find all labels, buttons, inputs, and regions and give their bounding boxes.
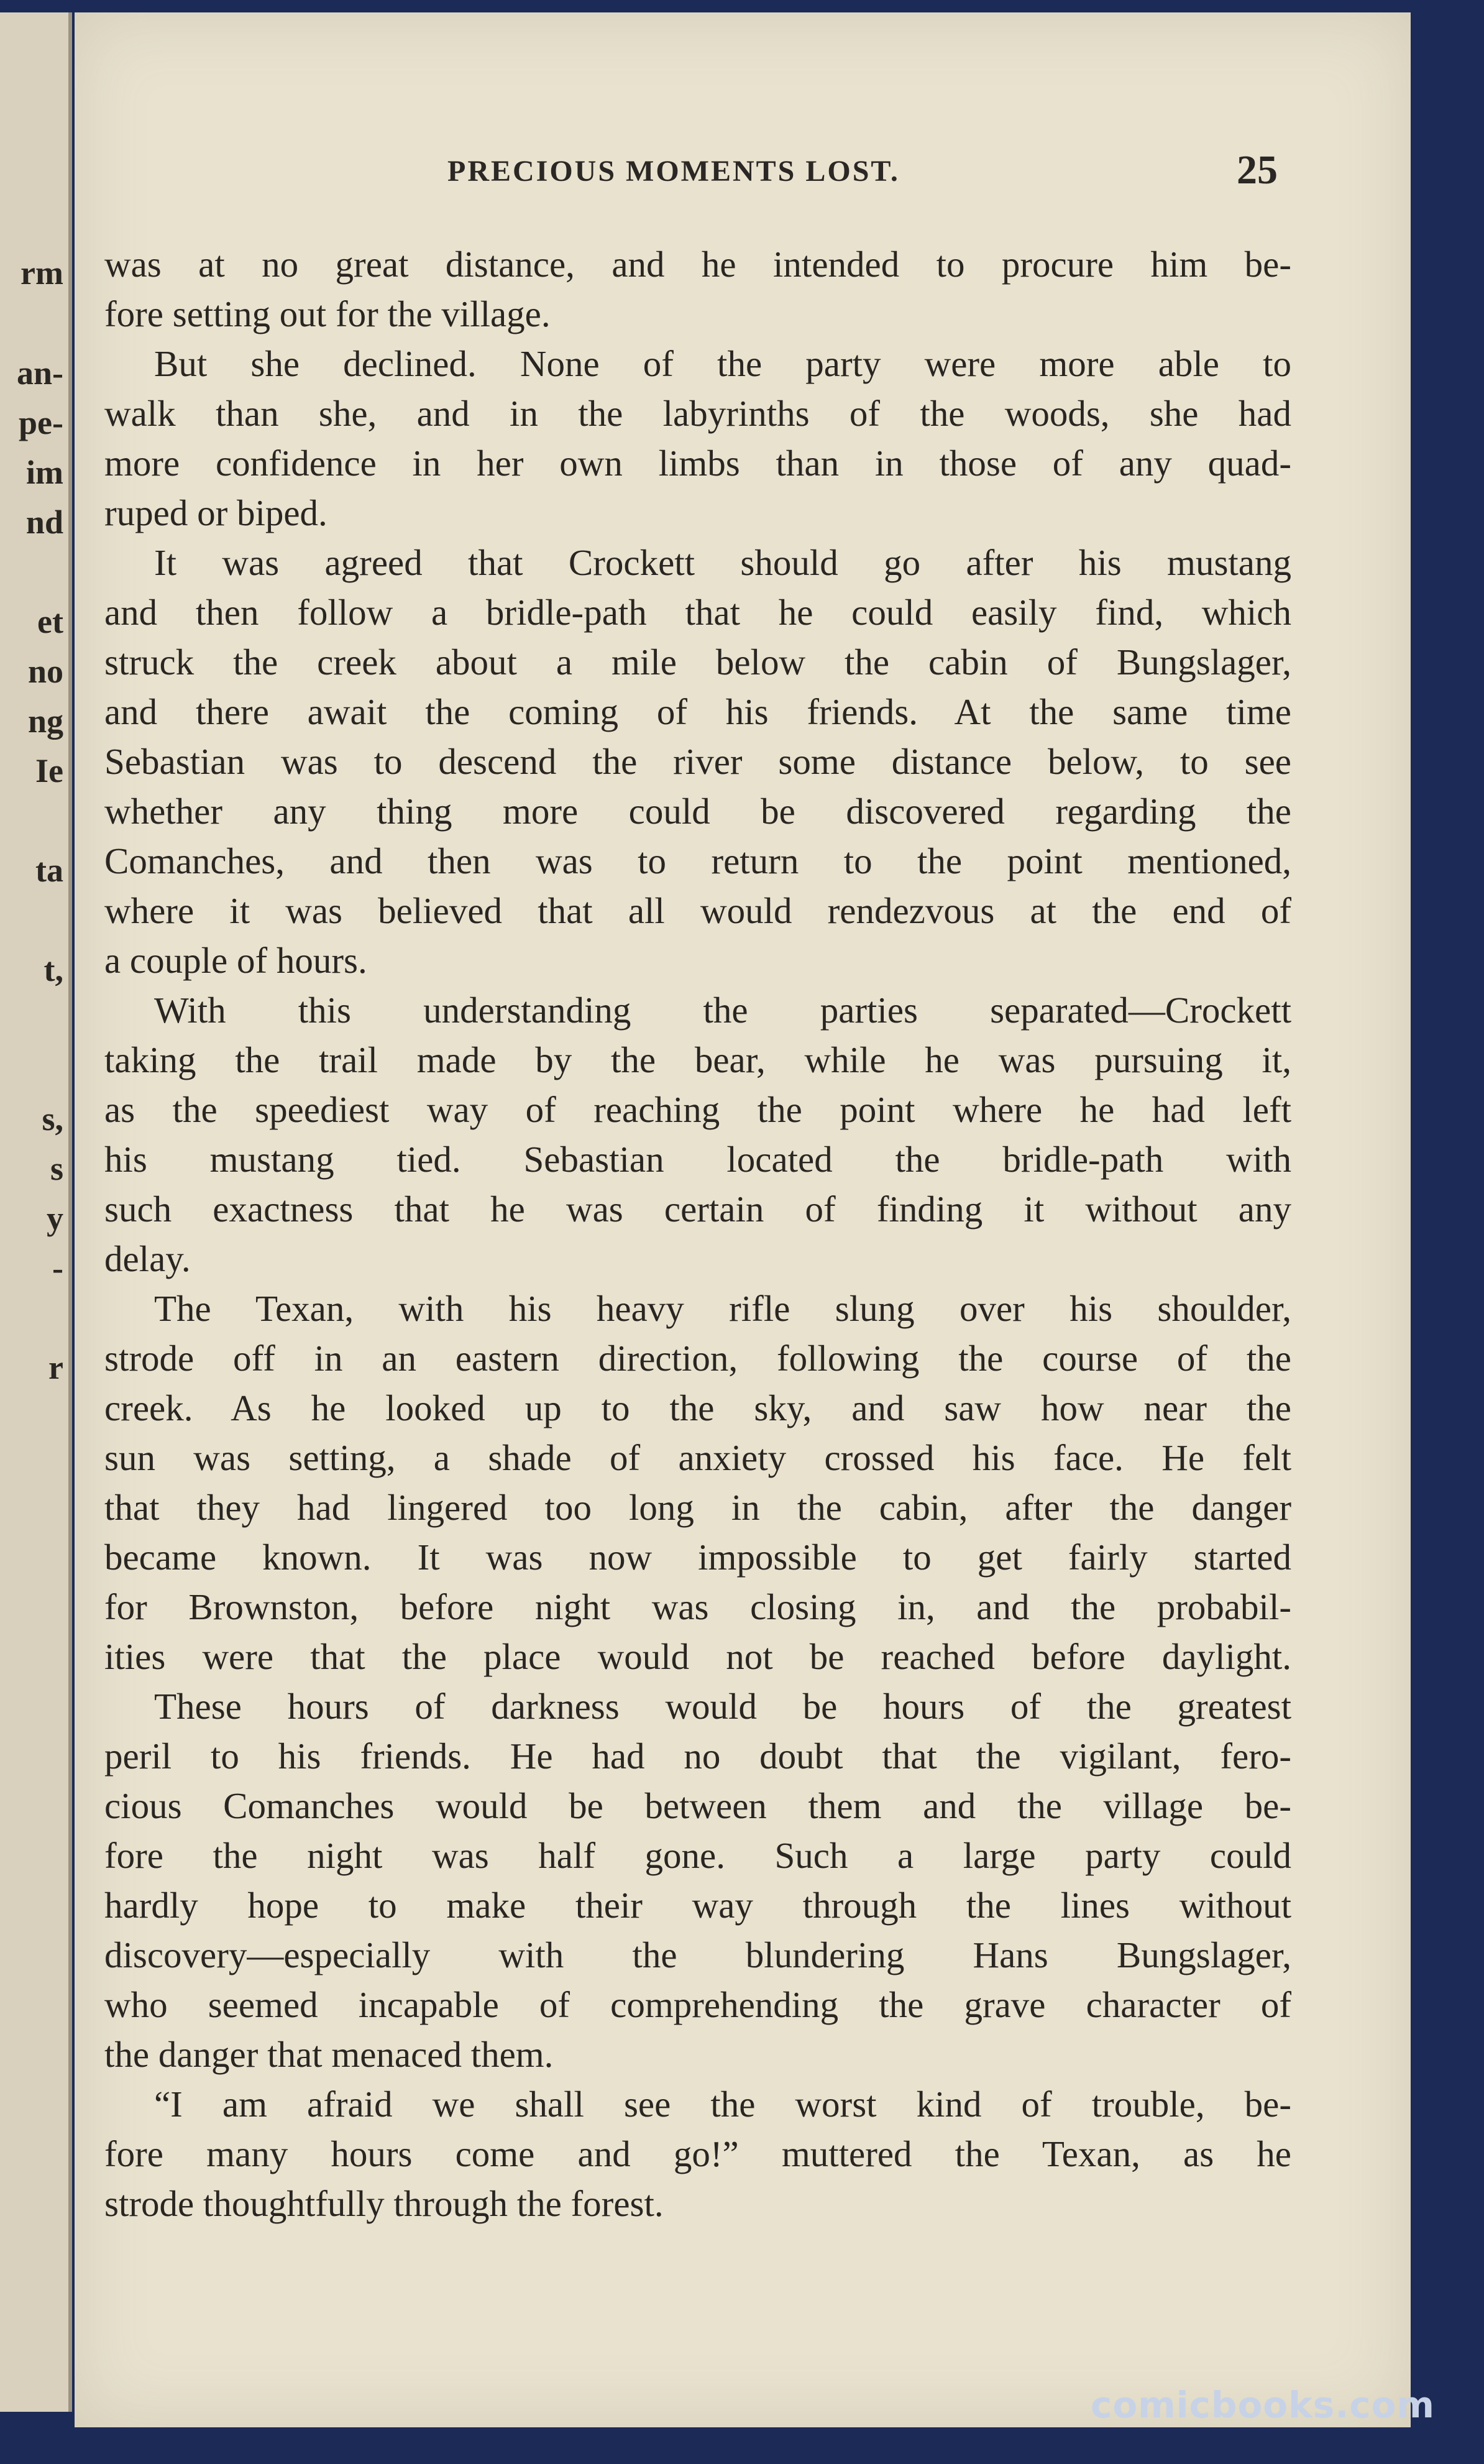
page-number: 25 bbox=[1237, 147, 1278, 193]
text-line: These hours of darkness would be hours of the greatest bbox=[154, 1686, 1291, 1727]
book-page bbox=[75, 12, 1411, 2427]
text-line: fore setting out for the village. bbox=[104, 293, 551, 334]
text-line: ruped or biped. bbox=[104, 492, 327, 533]
text-line: whether any thing more could be discovered regarding the bbox=[104, 791, 1291, 832]
text-line: discovery—especially with the blundering Hans Bungslager, bbox=[104, 1934, 1291, 1975]
facing-page-fragment: Ie bbox=[35, 752, 63, 789]
text-line: creek. As he looked up to the sky, and saw how near the bbox=[104, 1387, 1291, 1428]
text-line: became known. It was now impossible to get fairly started bbox=[104, 1537, 1291, 1578]
text-line: delay. bbox=[104, 1238, 191, 1279]
text-line: The Texan, with his heavy rifle slung over his shoulder, bbox=[154, 1288, 1291, 1329]
text-line: and then follow a bridle-path that he could easily find, which bbox=[104, 592, 1291, 633]
text-line: peril to his friends. He had no doubt that the vigilant, fero- bbox=[104, 1735, 1291, 1777]
text-line: hardly hope to make their way through the lines without bbox=[104, 1885, 1291, 1926]
text-line: who seemed incapable of comprehending the grave character of bbox=[104, 1984, 1291, 2025]
facing-page-fragment: - bbox=[52, 1249, 63, 1287]
text-line: a couple of hours. bbox=[104, 940, 367, 981]
watermark: comicbooks.com bbox=[1091, 2384, 1435, 2426]
facing-page-fragment: no bbox=[27, 653, 63, 690]
text-line: the danger that menaced them. bbox=[104, 2034, 554, 2075]
facing-page-edge bbox=[0, 12, 72, 2412]
text-line: where it was believed that all would rendezvous at the end of bbox=[104, 890, 1291, 931]
text-line: walk than she, and in the labyrinths of the woods, she had bbox=[104, 393, 1291, 434]
text-line: Comanches, and then was to return to the point mentioned, bbox=[104, 840, 1291, 881]
text-line: that they had lingered too long in the cabin, after the danger bbox=[104, 1487, 1291, 1528]
text-line: strode off in an eastern direction, following the course of the bbox=[104, 1338, 1291, 1379]
text-line: fore many hours come and go!” muttered the Texan, as he bbox=[104, 2133, 1291, 2174]
facing-page-fragment: t, bbox=[44, 951, 63, 988]
text-line: more confidence in her own limbs than in those of any quad- bbox=[104, 443, 1291, 484]
text-line: Sebastian was to descend the river some distance below, to see bbox=[104, 741, 1291, 782]
text-line: struck the creek about a mile below the cabin of Bungslager, bbox=[104, 641, 1291, 683]
text-line: sun was setting, a shade of anxiety crossed his face. He felt bbox=[104, 1437, 1291, 1478]
facing-page-fragment: r bbox=[48, 1349, 63, 1386]
text-line: fore the night was half gone. Such a large party could bbox=[104, 1835, 1291, 1876]
text-line: But she declined. None of the party were more able to bbox=[154, 343, 1291, 384]
facing-page-fragment: rm bbox=[21, 254, 63, 292]
text-line: such exactness that he was certain of finding it without any bbox=[104, 1188, 1291, 1230]
text-line: his mustang tied. Sebastian located the bridle-path with bbox=[104, 1139, 1291, 1180]
text-line: strode thoughtfully through the forest. bbox=[104, 2183, 664, 2224]
facing-page-fragment: s bbox=[50, 1150, 63, 1187]
facing-page-fragment: y bbox=[47, 1200, 63, 1237]
text-line: With this understanding the parties separated—Crockett bbox=[154, 990, 1291, 1031]
text-line: “I am afraid we shall see the worst kind of trouble, be- bbox=[154, 2084, 1291, 2125]
facing-page-fragment: et bbox=[37, 603, 63, 640]
text-line: for Brownston, before night was closing in, and the probabil- bbox=[104, 1586, 1291, 1627]
text-line: taking the trail made by the bear, while he was pursuing it, bbox=[104, 1039, 1291, 1080]
facing-page-fragment: im bbox=[26, 454, 63, 491]
facing-page-fragment: pe- bbox=[19, 404, 63, 441]
text-line: cious Comanches would be between them and the village be- bbox=[104, 1785, 1291, 1826]
text-line: ities were that the place would not be reached before daylight. bbox=[104, 1636, 1291, 1677]
facing-page-fragment: ta bbox=[35, 852, 63, 889]
facing-page-fragment: an- bbox=[16, 354, 63, 392]
facing-page-fragment: nd bbox=[25, 503, 63, 541]
facing-page-fragment: s, bbox=[42, 1100, 63, 1138]
page-body bbox=[104, 239, 1291, 2228]
text-line: as the speediest way of reaching the point where he had left bbox=[104, 1089, 1291, 1130]
text-line: was at no great distance, and he intended to procure him be- bbox=[104, 244, 1291, 285]
facing-page-fragment: ng bbox=[27, 702, 63, 740]
text-line: and there await the coming of his friends. At the same time bbox=[104, 691, 1291, 732]
text-line: It was agreed that Crockett should go after his mustang bbox=[154, 542, 1291, 583]
running-title: PRECIOUS MOMENTS LOST. bbox=[447, 155, 900, 188]
